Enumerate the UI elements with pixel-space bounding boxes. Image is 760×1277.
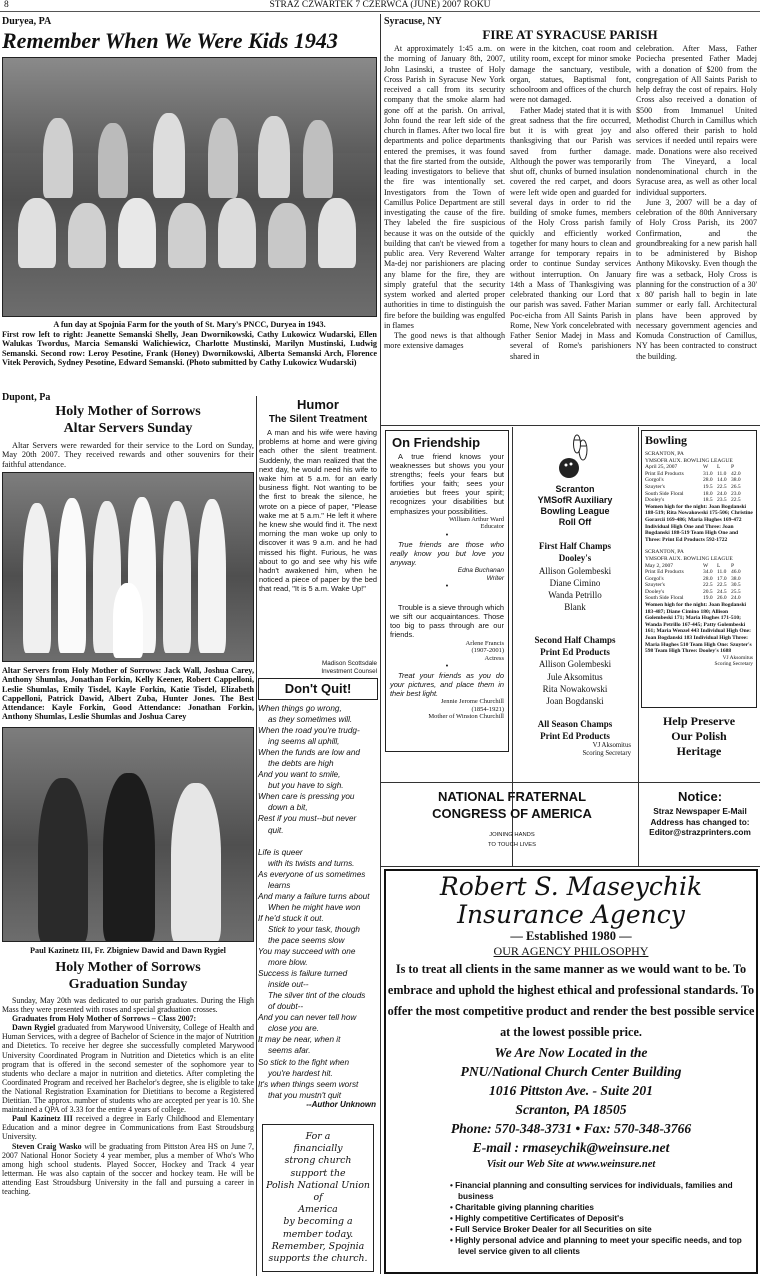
poem-line: When things go wrong,	[258, 704, 342, 713]
ad-name: Robert S. Maseychik	[439, 872, 703, 901]
poem-line: of doubt--	[268, 1002, 304, 1012]
bullet-icon: •	[450, 1214, 456, 1223]
second-half-names	[515, 658, 635, 707]
altar-servers-photo	[2, 472, 254, 662]
servers-caption: Altar Servers from Holy Mother of Sorrows: Jack Wall, Joshua Carey, Anthony Shumlas, Jonathan Forkin, Kelly Keener, Robert Cappelloni, Leslie Shumlas, Emily Tisdel, Kayle Forkin, Katie Tisdel, Elizabeth Cappelloni, Patrick Dawid, Albert Zuba, Hunter Jones. The Best Attendance: Kayle Forkin, Good Attendance: Jonathan Forkin, Anthony Shumlas, Leslie Shumlas and Joshua Carey	[2, 666, 254, 722]
fire-col-3: celebration. After Mass, Father Pociecha presented Father Madej with a donation of $200 from the congregation of All Saints Parish to help defray the cost of repairs. Holy Cross also received a donation of $500 from Immanuel United Methodist Church in Camillus which also offered their parish to hold services if needed until repairs were made. Donations were also received from The Vineyard, a local nondenominational church in the Syracuse area, as well as other local individual supporters. June 3, 2007 will be a day of celebration of the 80th Anniversary of Holy Cross Parish, its 2007 Confirmation, and the groundbreaking for a new parish hall to be administered by Bishop Anthony Mikovsky. Even though the fire was a setback, Holy Cross is planning for the construction of a 30' x 80' parish hall to begin in late summer or early fall. Architectural plans have been approved by necessary government agencies and Komuda Construction of Camillus, NY has been contracted to construct the building.	[636, 44, 757, 361]
league-title-3: Bowling League	[540, 506, 610, 516]
page-header	[0, 0, 760, 12]
church-line: member today.	[282, 1228, 354, 1240]
ad-philosophy-head: OUR AGENCY PHILOSOPHY	[493, 944, 649, 958]
bowling-cell: Szuyter's	[645, 582, 665, 589]
league-rolloff	[515, 430, 635, 758]
kids-caption: A fun day at Spojnia Farm for the youth of St. Mary's PNCC, Duryea in 1943.	[53, 320, 326, 329]
poem-line: The silver tint of the clouds	[268, 991, 366, 1001]
first-half-names	[515, 565, 635, 614]
bowling-row	[645, 582, 753, 589]
ad-service-item: • Charitable giving planning charities	[450, 1203, 594, 1212]
poem-line: that you mustn't quit	[268, 1090, 342, 1100]
friendship-box: On Friendship A true friend knows your weaknesses but shows you your strengths; feels your fears but fortifies your faith; sees your anxieties but frees your spirit; recognizes your disabilities but emphasizes your possibilities. William Arthur Ward Educator • True friends are those who really know you but love you anyway. Edna Buchanan Writer • Trouble is a sieve through which we sift our acquaintances. Those too big to pass through are our friends. Arlene Francis (1907-2001) Actress • Treat your friends as you do your pictures, and place them in their best light. Jennie Jerome Churchill (1854-1921) Mother of Winston Churchill	[385, 430, 509, 752]
bullet-icon: •	[450, 1236, 456, 1245]
bowling-cell: 26.0	[717, 595, 727, 602]
bowling-title: Bowling	[645, 433, 688, 447]
church-line: support the	[290, 1167, 346, 1179]
bowling-cell: 34.0	[703, 569, 713, 576]
poem-line: close you are.	[268, 1024, 319, 1034]
church-line: For a	[305, 1131, 331, 1142]
humor-head: Humor	[297, 397, 339, 412]
humor-title: The Silent Treatment	[268, 414, 368, 425]
kids-caption-names: First row left to right: Jeanette Semanski Shelly, Jean Dwornikowski, Cathy Lukowicz Wudarski, Ellen Walukas Twordus, Marcia Semanski Walichiewicz, Charlotte Mustinski, Marilyn Mustinski, Ludwig Semanski. Second row: Leroy Pesotine, Frank (Honey) Dwornikowski, Alberta Semanski Arch, Florence Vitek Perovich, Sydney Pesotine, Edward Semanski. (Photo submitted by Cathy Lukowicz Wudarski)	[2, 330, 377, 367]
bowling-league: YMSOFR AUX. BOWLING LEAGUE	[645, 555, 733, 562]
bowling-cell: South Side Floral	[645, 595, 684, 602]
bowling-cell: 24.0	[717, 490, 727, 497]
bowling-row	[645, 576, 753, 583]
column-divider	[638, 427, 639, 867]
bowling-row	[645, 595, 753, 602]
ad-phone: Phone: 570-348-3731 • Fax: 570-348-3766	[450, 1121, 692, 1136]
church-line: Polish National Union of	[266, 1179, 370, 1204]
column-divider	[256, 396, 257, 1276]
humor-credit: Madison Scottsdale Investment Counsel	[321, 660, 377, 675]
bowling-cell: 38.0	[731, 477, 741, 484]
grad-name-rygiel: Dawn Rygiel	[12, 1023, 56, 1033]
ad-location-1: We Are Now Located in the	[494, 1045, 648, 1060]
ad-agency: Insurance Agency	[457, 900, 685, 929]
bowling-row	[645, 497, 753, 504]
bowling-cell: 42.0	[731, 470, 741, 477]
graduation-photo-caption: Paul Kazinetz III, Fr. Zbigniew Dawid and Dawn Rygiel	[30, 946, 226, 955]
masthead-title: STRAZ CZWARTEK 7 CZERWCA (JUNE) 2007 ROKU	[269, 0, 491, 10]
bowling-cell: Gorgol's	[645, 477, 664, 484]
bowling-header-row	[645, 464, 753, 471]
bullet-icon: •	[450, 1203, 456, 1212]
poem-line: You may succeed with one	[258, 947, 356, 957]
bowling-cell: 14.0	[717, 477, 727, 484]
first-half-head: First Half Champs	[539, 541, 611, 551]
bowling-cell: Gorgol's	[645, 575, 664, 582]
servers-title-1: Holy Mother of Sorrows	[55, 404, 201, 419]
first-half-team: Dooley's	[558, 553, 592, 564]
bowling-cell: 38.0	[731, 575, 741, 582]
poem-line: down a bit,	[268, 803, 308, 813]
bowling-cell: 25.5	[731, 588, 741, 595]
poem-line	[258, 836, 380, 847]
poem-line: And you can never tell how	[258, 1013, 357, 1023]
bowling-cell: 22.5	[717, 582, 727, 589]
all-season-head: All Season Champs	[537, 718, 613, 729]
humor-body: A man and his wife were having problems at home and were giving each other the silent treatment. Suddenly, the man realized that the next day, he would need his wife to wake him at 5 a.m. for an early business flight. Not wanting to be the first to break the silence, he wrote on a piece of paper, "Please wake me at 5 a.m." He left it where he knew she would find it. The next morning the man woke up only to discover it was 9 a.m. and he had missed his flight. Furious, he was about to go and see why his wife hadn't awakened him, when he noticed a piece of paper by the bed that read, "It is 5 a.m. Wake Up!"	[259, 428, 377, 594]
second-half-head: Second Half Champs	[534, 634, 616, 645]
league-title-4: Roll Off	[558, 517, 592, 527]
section-divider	[381, 425, 760, 426]
ad-email[interactable]: E-mail : rmaseychik@weinsure.net	[472, 1140, 670, 1155]
bowling-col-head: P	[731, 464, 735, 471]
nfca-ad: NATIONAL FRATERNAL CONGRESS OF AMERICA JOINING HANDS TO TOUCH LIVES	[432, 789, 592, 848]
grad-name-kazinetz: Paul Kazinetz III	[12, 1114, 73, 1124]
church-support-text	[263, 1125, 373, 1271]
graduation-article	[2, 996, 254, 1196]
poem-line: quit.	[268, 825, 284, 835]
bowling-cell: 23.5	[717, 497, 727, 504]
second-half-team: Print Ed Products	[540, 647, 610, 658]
bowling-row	[645, 491, 753, 498]
poem-line: learns	[268, 880, 291, 890]
friendship-quote-2: True friends are those who really know you but love you anyway.	[390, 539, 504, 567]
league-title-2: YMSofR Auxiliary	[537, 495, 613, 505]
team-member: Allison Golembeski	[538, 659, 612, 670]
poem-line: And many a failure turns about	[258, 891, 370, 901]
bowling-cell: 19.0	[703, 595, 713, 602]
ad-location-3: 1016 Pittston Ave. - Suite 201	[489, 1083, 653, 1098]
bullet-icon: •	[450, 1181, 456, 1190]
bowling-cell: Print Ed Products	[645, 470, 684, 477]
fire-headline: FIRE AT SYRACUSE PARISH	[482, 27, 658, 42]
team-member: Rita Nowakowski	[542, 683, 608, 694]
bowling-cell: 28.0	[703, 575, 713, 582]
bowling-col-head: L	[717, 464, 721, 471]
ad-service-item: • Financial planning and consulting services for individuals, families and business	[450, 1181, 733, 1201]
poem-line: If he'd stuck it out.	[258, 913, 324, 923]
bowling-row	[645, 477, 753, 484]
servers-body: Altar Servers were rewarded for their service to the Lord on Sunday, May 20th 2007. They received rewards and other souvenirs for their faithful attendance.	[2, 441, 254, 469]
column-divider	[380, 14, 381, 1274]
church-line: by becoming a	[283, 1216, 353, 1228]
bowling-cell: Dooley's	[645, 497, 665, 504]
poem-line: When the funds are low and	[258, 748, 360, 758]
bowling-signature-title: Scoring Secretary	[714, 661, 753, 668]
bowling-signature: VJ Aksomitus	[722, 654, 753, 661]
graduation-p3: Dawn Rygiel graduated from Marywood University, College of Health and Human Services, with a degree of Bachelor of Science in the major of Nutrition and Dietetics. To receive her degree she successfully completed Marywood University Coordinated Program in Nutrition and Dietetics which is an elite program that is offered in the second semester of the sophomore year to students who declare a major in nutrition and dietetics. After completing the Coordinated Program and received her Bachelor's degree, she is eligible to take the National Registration Examination for Dietitians to become a Registered Dietitian. The approx. number of students who are accepted per year is 10. She maintained a QPA of 3.33 for the entire 4 years of college.	[2, 1023, 254, 1115]
bowling-cell: 17.0	[717, 575, 727, 582]
graduation-p4: Paul Kazinetz III received a degree in Early Childhood and Elementary Education and a minor degree in Communications from East Stroudsburg University.	[2, 1114, 254, 1142]
team-member: Blank	[564, 602, 586, 613]
dont-quit-title: Don't Quit!	[284, 681, 352, 696]
team-member: Wanda Petrillo	[548, 590, 602, 601]
grad-name-wasko: Steven Craig Wasko	[12, 1141, 82, 1151]
bowling-cell: 20.5	[703, 588, 713, 595]
bowling-cell: South Side Floral	[645, 490, 684, 497]
ad-service-item: • Highly competitive Certificates of Deposit's	[450, 1214, 624, 1223]
poem-line: more blow.	[268, 958, 308, 968]
bowling-city: SCRANTON, PA	[645, 549, 684, 556]
bowling-results-box	[641, 430, 757, 708]
fire-col-1: At approximately 1:45 a.m. on the morning of January 8th, 2007, John Lasinski, a trustee of Holy Cross Parish in Syracuse New York received a call from its security company that the smoke alarm had gone off at the parish. On arrival, John found the rear left side of the church in flames. After two local fire departments and police departments entered the premises, it was found that the fire started from the outside, leading investigators to believe that the fire was intentionally set. Investigators from the Town of Camillus Police Department are still investigating the cause of the fire. They labeled the fire suspicious because it was on the outside of the building that can't be viewed from a public area. Very Reverend Walter Ma-dej nor parishioners are placing any blame for the fire, they are simply grateful that the security system worked and alerted proper authorities in time to distinguish the fire before the building was engulfed in flames The good news is that although more extensive damages	[384, 44, 505, 351]
church-line: financially	[293, 1143, 343, 1155]
bowling-city: SCRANTON, PA	[645, 451, 684, 457]
notice-title: Notice:	[677, 789, 723, 804]
bowling-cell: 11.0	[717, 569, 727, 576]
bowling-cell: 22.5	[717, 483, 727, 490]
church-line: America	[298, 1204, 338, 1216]
poem-line: As everyone of us sometimes	[258, 869, 366, 879]
notice-email: Editor@strazprinters.com	[649, 827, 751, 837]
bowling-notes: Women high for the night: Joan Bogdanski 183-487; Diane Cimino 180; Allison Golembeski 171; Maria Hughes 171-510; Wanda Petrillo 167-445; Patty Golembeski 161; Maria Wenzel 443 Individual High One: Joan Bogdanski 183 Individual High Three: Maria Hughes 510 Team High One: Szuyter's 598 Team High Three: Dooley's 1688	[645, 602, 752, 655]
bowling-date: April 25, 2007	[645, 464, 678, 471]
church-line: Remember, Spojnia	[271, 1240, 365, 1252]
poem-line: ing seems all uphill,	[268, 737, 340, 747]
bowling-cell: 19.5	[703, 483, 713, 490]
bowling-cell: 11.0	[717, 470, 727, 477]
friendship-quote-3: Trouble is a sieve through which we sift our acquaintances. Those too big to pass through are our friends.	[390, 603, 504, 640]
league-signature-title: Scoring Secretary	[582, 750, 631, 758]
graduation-p2: Graduates from Holy Mother of Sorrows – Class 2007:	[12, 1014, 197, 1024]
bowling-cell: 30.5	[731, 582, 741, 589]
bowling-cell: 24.0	[731, 595, 741, 602]
dont-quit-poem	[258, 703, 380, 1101]
friendship-quote-1: A true friend knows your weaknesses but shows you your strengths; feels your fears but fortifies your faith; sees your anxieties but frees your spirit; recognizes your disabilities but emphasizes your possibilities.	[390, 452, 504, 516]
bowling-cell: 31.0	[703, 470, 713, 477]
church-support-box	[262, 1124, 374, 1272]
graduation-photo	[2, 727, 254, 942]
bowling-cell: 26.5	[731, 483, 741, 490]
ad-location-2: PNU/National Church Center Building	[460, 1064, 682, 1079]
team-member: Joan Bogdanski	[546, 696, 604, 707]
poem-line: When he might have won	[268, 902, 361, 912]
page-number: 8	[4, 0, 9, 10]
bowling-cell: 24.5	[717, 588, 727, 595]
ad-philosophy: Is to treat all clients in the same manner as we would want to be. To embrace and uphold the highest ethical and professional standards. To offer the most competitive product and render the best possible service at the lowest possible price.	[387, 962, 755, 1039]
kids-1943-photo	[2, 57, 377, 317]
bowling-col-head: P	[731, 562, 735, 569]
bowling-col-head: W	[703, 562, 709, 569]
poem-line: It may be near, when it	[258, 1035, 341, 1045]
location-syracuse: Syracuse, NY	[384, 16, 442, 27]
bowling-row	[645, 589, 753, 596]
bowling-cell: 28.0	[703, 477, 713, 484]
bowling-pins-icon	[515, 430, 635, 484]
poem-line: Life is queer	[258, 847, 303, 857]
poem-line: Success is failure turned	[258, 969, 348, 979]
poem-line: It's when things seem worst	[258, 1079, 359, 1089]
friendship-title: On Friendship	[392, 435, 481, 450]
poem-line: as they sometimes will.	[268, 715, 353, 725]
bowling-col-head: L	[717, 562, 721, 569]
dont-quit-title-box	[258, 678, 378, 700]
graduation-p5: Steven Craig Wasko will be graduating from Pittston Area HS on June 7, 2007 National Honor Society 4 year member, plus a member of Who's Who among high school students. Played Soccer, Hockey and Track 4 year letterman. He was also captain of the soccer and hockey team. He will be attending East Stroudsburg University in the fall and pursuing a career in teaching.	[2, 1141, 255, 1196]
ad-service-item: • Full Service Broker Dealer for all Securities on site	[450, 1225, 652, 1234]
team-member: Diane Cimino	[549, 577, 601, 588]
location-duryea: Duryea, PA	[2, 16, 52, 27]
poem-line: When the road you're trudg-	[258, 726, 360, 736]
ad-established: — Established 1980 —	[510, 929, 632, 943]
ad-services-list	[386, 1170, 756, 1257]
poem-line: And you want to smile,	[258, 770, 341, 780]
team-member: Allison Golembeski	[538, 565, 612, 576]
location-dupont: Dupont, Pa	[2, 392, 51, 403]
bowling-notes: Women high for the night: Joan Bogdanski 188-519; Rita Nowakowski 175-506; Christine Gorarcii 169-486; Maria Hughes 169-472 Individual High One and Three: Joan Bogdanski 188-519 Team High One and Three: Print Ed Products 592-1722	[645, 503, 753, 543]
kids-headline: Remember When We Were Kids 1943	[2, 28, 338, 53]
section-divider	[381, 866, 760, 867]
bowling-league: YMSOFR AUX. BOWLING LEAGUE	[645, 457, 733, 464]
bowling-cell: 22.5	[731, 497, 741, 504]
bowling-row	[645, 484, 753, 491]
notice-box: Notice: Straz Newspaper E-Mail Address has changed to: Editor@strazprinters.com	[642, 788, 758, 838]
fire-col-2: were in the kitchen, coat room and utility room, except for minor smoke damage the sanctuary, vestibule, organ, statues, Baptismal font, schoolroom and offices of the church were not damaged. Father Madej stated that it is with great sadness that the fire occurred, but it is with great joy and thanksgiving that our Parish was saved from further damage. Although the power was temporarily shut off, chunks of burned insulation covered the red carpet, and doors were left wide open and guarded for several days in order to rid the building of smoke fumes, members of the Holy Cross parish family quickly and efficiently worked together for many hours to clean and arrange for temporary repairs in order to continue Sunday services without interruption. On January 14th a Mass of Thanksgiving was celebrated thanking our Lord that our parish was saved. Father Marian Poc-eicha from All Saints Parish in Rome, New York concelebrated with Father Senior Madej in Mass and several of Rome's parishioners shared in	[510, 44, 631, 361]
insurance-ad	[384, 869, 758, 1274]
poem-line: So stick to the fight when	[258, 1057, 350, 1067]
poem-line: Rest if you must--but never	[258, 814, 357, 824]
poem-line: with its twists and turns.	[268, 858, 355, 868]
bowling-date: May 2, 2007	[645, 562, 673, 569]
friendship-quote-4: Treat your friends as you do your pictures, and place them in their best light.	[390, 671, 504, 699]
league-title-1: Scranton	[555, 484, 595, 494]
bowling-cell: Szuyter's	[645, 483, 665, 490]
bullet-icon: •	[450, 1225, 456, 1234]
bowling-row	[645, 569, 753, 576]
section-divider	[381, 782, 760, 783]
bowling-header-row	[645, 563, 753, 570]
bowling-cell: 22.5	[703, 582, 713, 589]
dont-quit-author: --Author Unknown	[306, 1100, 376, 1109]
bowling-col-head: W	[703, 464, 709, 471]
servers-title-2: Altar Servers Sunday	[63, 421, 193, 436]
bowling-cell: Dooley's	[645, 588, 665, 595]
graduation-p1: Sunday, May 20th was dedicated to our parish graduates. During the High Mass they were presented with roses and special graduation crosses.	[2, 996, 254, 1015]
poem-line: seems afar.	[268, 1046, 311, 1056]
ad-service-item: • Highly personal advice and planning to meet your specific needs, and top level service given to all clients	[450, 1236, 742, 1256]
poem-line: the debts are high	[268, 759, 334, 769]
ad-website[interactable]: Visit our Web Site at www.weinsure.net	[486, 1159, 656, 1170]
bowling-cell: Print Ed Products	[645, 569, 684, 576]
graduation-title-2: Graduation Sunday	[68, 977, 188, 992]
heritage-box: Help Preserve Our Polish Heritage	[662, 714, 736, 758]
bowling-row	[645, 471, 753, 478]
bowling-cell: 23.0	[731, 490, 741, 497]
all-season-team: Print Ed Products	[540, 730, 610, 741]
church-line: supports the church.	[268, 1253, 368, 1265]
poem-line: you're hardest hit.	[268, 1068, 333, 1078]
bowling-cell: 46.0	[731, 569, 741, 576]
team-member: Jule Aksomitus	[547, 671, 603, 682]
ad-location-4: Scranton, PA 18505	[515, 1102, 627, 1117]
poem-line: but you have to sigh.	[268, 781, 344, 791]
league-signature: VJ Aksomitus	[592, 742, 631, 750]
poem-line: inside out--	[268, 980, 309, 990]
bowling-cell: 18.5	[703, 497, 713, 504]
graduation-title-1: Holy Mother of Sorrows	[55, 960, 201, 975]
poem-line: When care is pressing you	[258, 792, 355, 802]
bowling-cell: 18.0	[703, 490, 713, 497]
poem-line: the pace seems slow	[268, 935, 345, 945]
church-line: strong church	[284, 1155, 352, 1167]
poem-line: Stick to your task, though	[268, 924, 360, 934]
